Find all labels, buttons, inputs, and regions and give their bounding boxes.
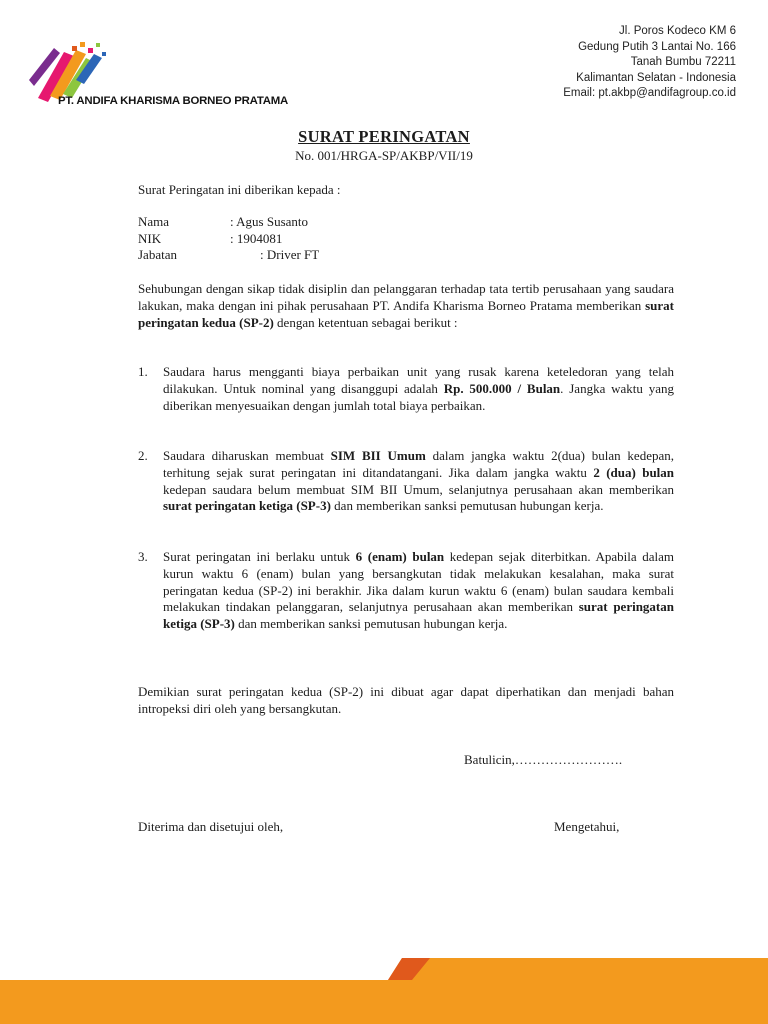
list-item-text: kedepan sejak diterbitkan. Apabila dalam kurun waktu 6 (enam) bulan yang bersangkutan tidak melakukan kesalahan, maka surat peringatan kedua (SP-2) ini berakhir. Jika dalam kurun waktu 6 (enam) bulan saudara kembali melakukan tindakan pelanggaran, selanjutnya perusahaan akan memberikan	[163, 549, 674, 615]
field-nik-value: : 1904081	[230, 231, 283, 246]
company-name: PT. ANDIFA KHARISMA BORNEO PRATAMA	[58, 95, 289, 107]
opening-bold: surat peringatan kedua (SP-2)	[138, 297, 674, 330]
address-line: Jl. Poros Kodeco KM 6	[619, 25, 736, 37]
field-position	[138, 247, 319, 264]
opening-paragraph	[138, 281, 674, 331]
opening-text-end: dengan ketentuan sebagai berikut :	[273, 314, 458, 330]
list-item	[138, 549, 674, 633]
list-item-text: dan memberikan sanksi pemutusan hubungan kerja.	[234, 616, 508, 632]
list-item-bold: surat peringatan ketiga (SP-3)	[163, 498, 331, 514]
address-line: Tanah Bumbu 72211	[630, 56, 736, 68]
field-name	[138, 214, 308, 231]
list-item-text: kedepan saudara belum membuat SIM BII Umum, selanjutnya perusahaan akan memberikan	[163, 481, 674, 497]
list-item-text: Saudara harus mengganti biaya perbaikan unit yang rusak karena keteledoran yang telah dilakukan. Untuk nominal yang disanggupi adalah	[163, 364, 674, 396]
list-item-text: dan memberikan sanksi pemutusan hubungan kerja.	[330, 498, 604, 514]
opening-text: Sehubungan dengan sikap tidak disiplin dan pelanggaran terhadap tata tertib perusahaan yang saudara lakukan, maka dengan ini pihak perusahaan PT. Andifa Kharisma Borneo Pratama memberikan	[138, 281, 674, 313]
address-line: Kalimantan Selatan - Indonesia	[576, 71, 736, 84]
list-item-text: dalam jangka waktu 2(dua) bulan kedepan, terhitung sejak surat peringatan ini ditandatangani. Jika dalam jangka waktu	[163, 448, 674, 480]
list-item-text: Saudara diharuskan membuat	[163, 448, 331, 463]
list-item-bold: Rp. 500.000 / Bulan	[443, 380, 561, 396]
place-date: Batulicin,…………………….	[464, 752, 623, 767]
list-item	[138, 448, 674, 515]
field-name-value: : Agus Susanto	[230, 214, 309, 229]
received-by-label: Diterima dan disetujui oleh,	[138, 819, 284, 834]
list-item-bold: 6 (enam) bulan	[355, 549, 445, 564]
letter-title: SURAT PERINGATAN	[298, 127, 470, 146]
field-nik-label: NIK	[138, 231, 162, 246]
list-item	[138, 364, 674, 414]
list-item-number: 1.	[138, 364, 148, 379]
intro-text: Surat Peringatan ini diberikan kepada :	[138, 182, 341, 197]
list-item-body	[163, 364, 674, 414]
company-address	[563, 24, 736, 102]
list-item-body	[163, 549, 674, 633]
letter-number: No. 001/HRGA-SP/AKBP/VII/19	[295, 148, 473, 163]
field-nik	[138, 231, 282, 248]
closing-paragraph: Demikian surat peringatan kedua (SP-2) ini dibuat agar dapat diperhatikan dan menjadi bahan intropeksi diri oleh yang bersangkutan.	[138, 684, 674, 716]
field-name-label: Nama	[138, 214, 170, 229]
list-item-number: 3.	[138, 549, 148, 564]
list-item-text: Surat peringatan ini berlaku untuk	[163, 549, 356, 564]
list-item-body	[163, 448, 674, 515]
list-item-number: 2.	[138, 448, 148, 463]
address-email: Email: pt.akbp@andifagroup.co.id	[563, 87, 736, 99]
list-item-bold: SIM BII Umum	[330, 448, 426, 463]
list-item-bold: surat peringatan ketiga (SP-3)	[163, 599, 674, 632]
footer-decoration	[0, 958, 768, 1024]
field-position-label: Jabatan	[138, 247, 177, 262]
acknowledged-by-label: Mengetahui,	[554, 819, 620, 834]
list-item-bold: 2 (dua) bulan	[593, 464, 675, 480]
address-line: Gedung Putih 3 Lantai No. 166	[578, 40, 736, 53]
field-position-value: : Driver FT	[260, 247, 320, 262]
list-item-text: . Jangka waktu yang diberikan menyesuaikan dengan jumlah total biaya perbaikan.	[163, 380, 674, 413]
